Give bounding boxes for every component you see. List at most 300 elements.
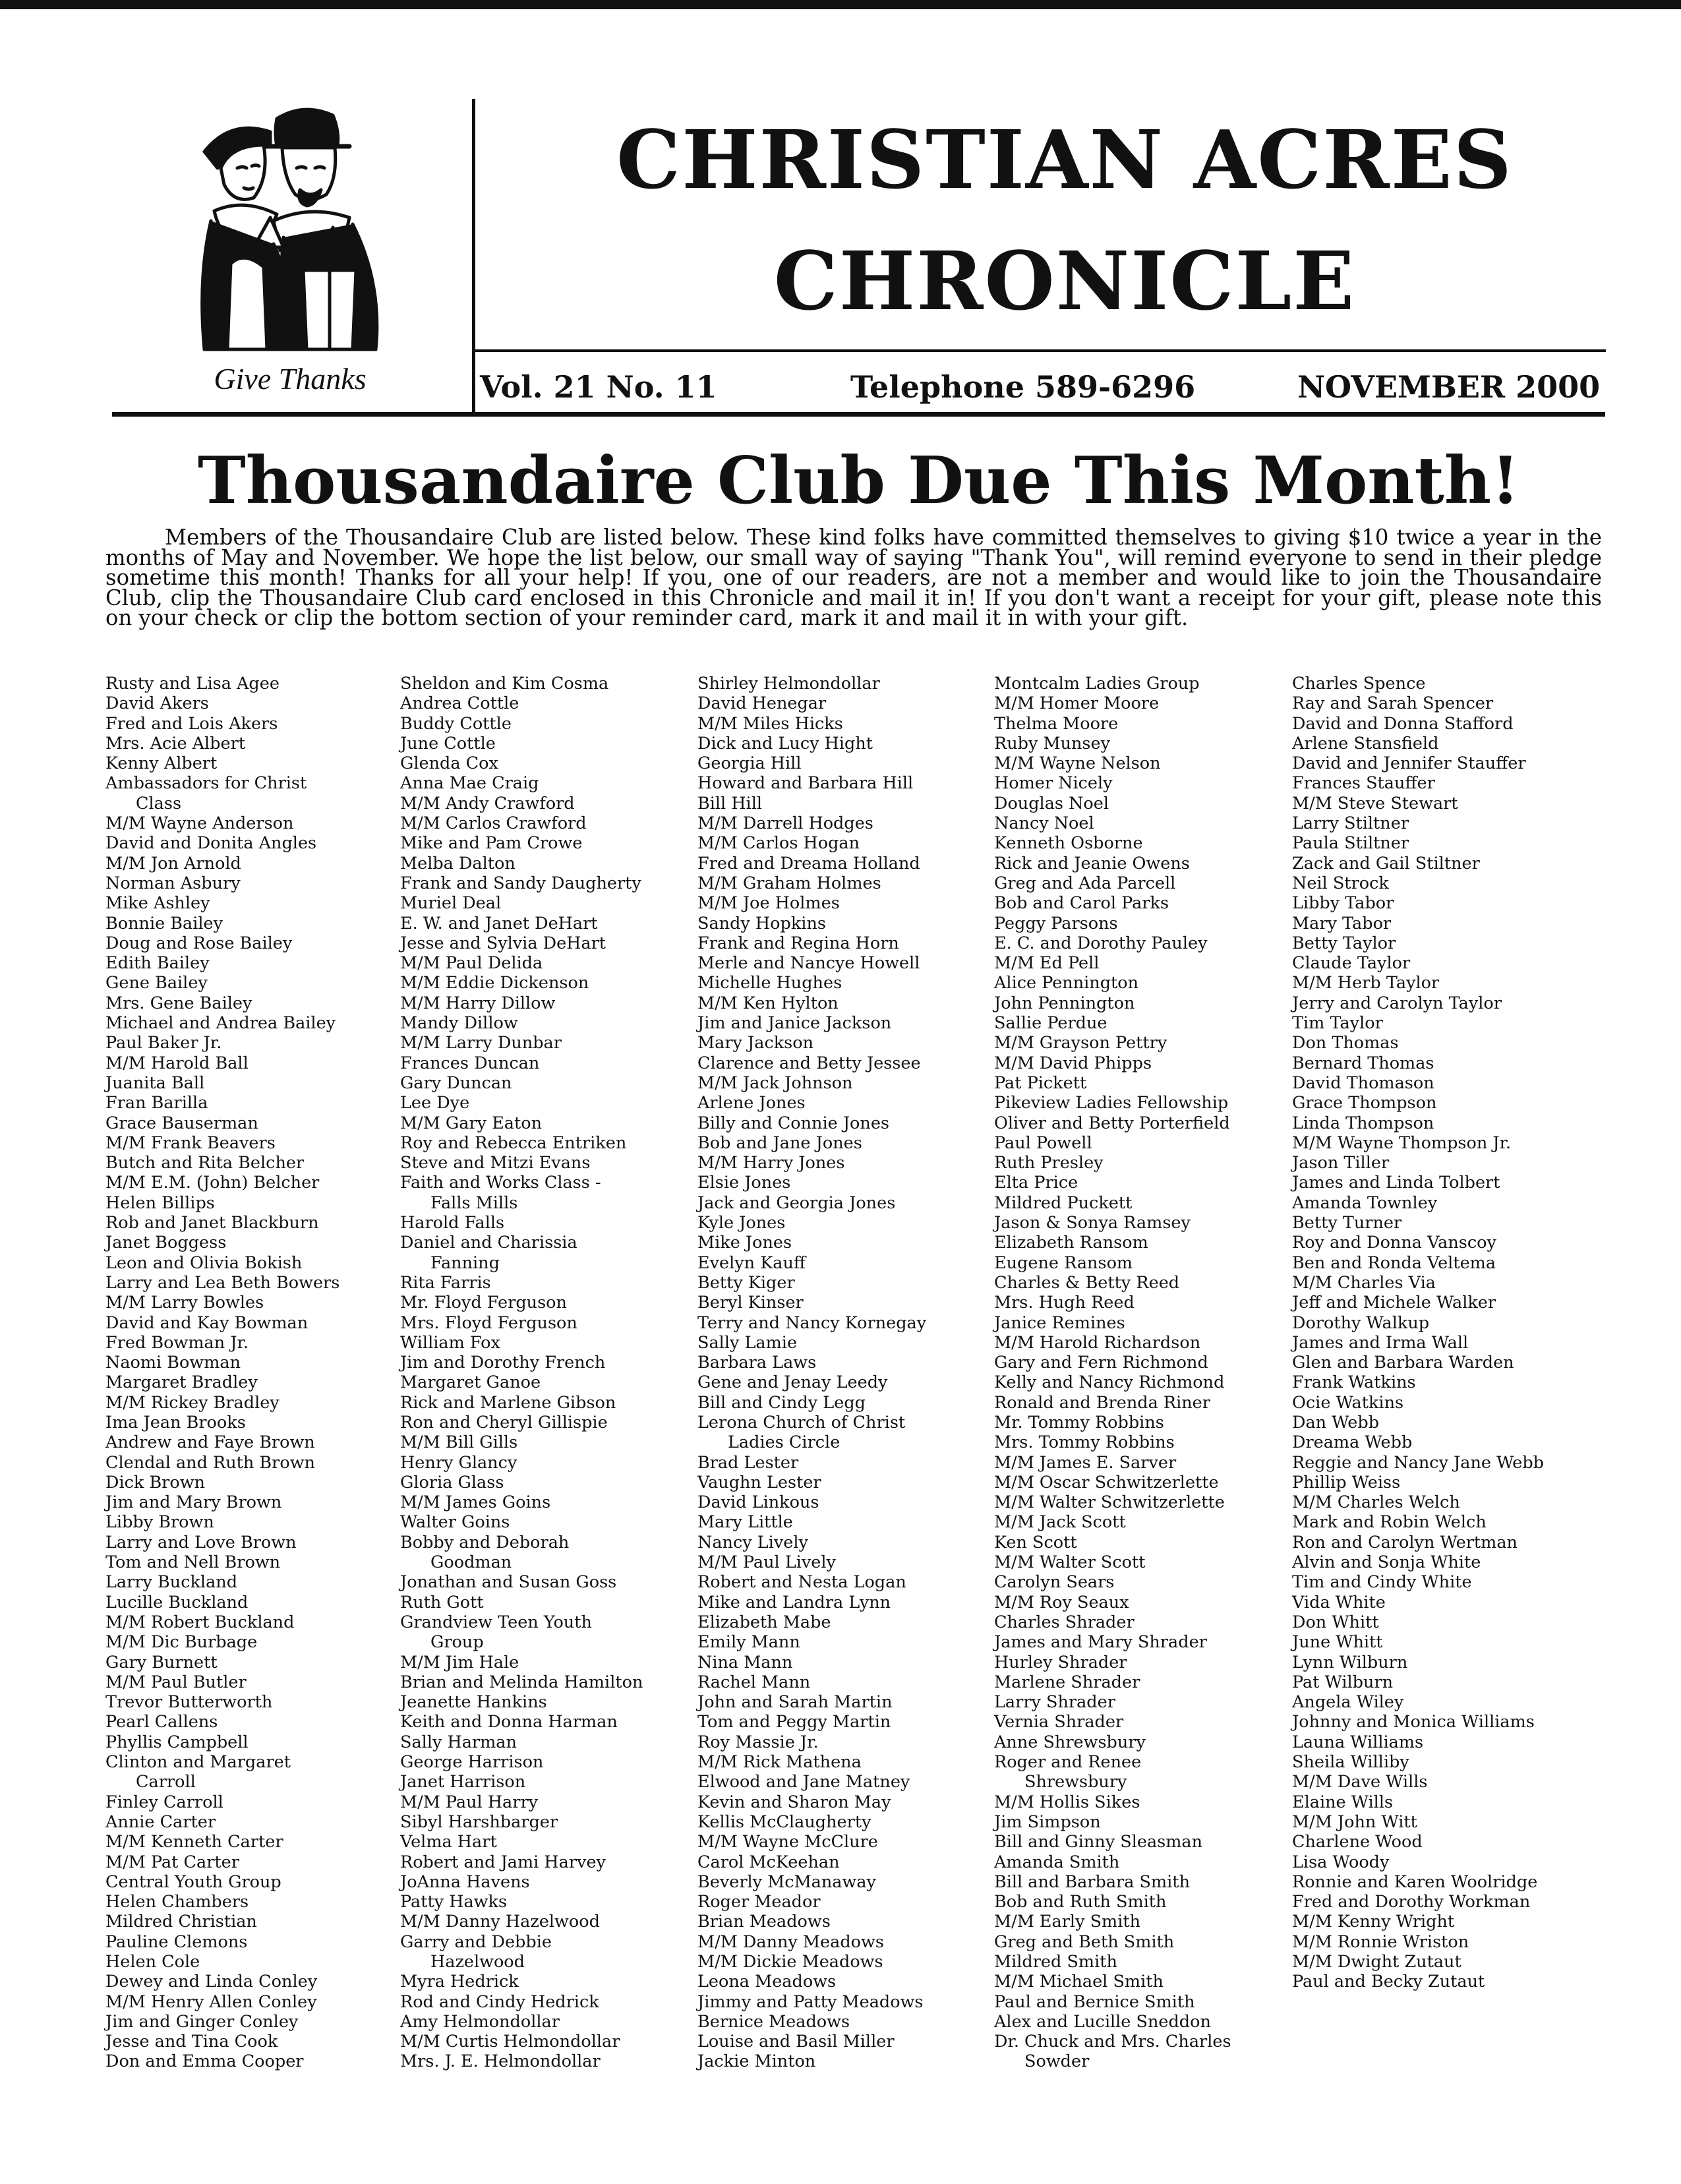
member-name: Clarence and Betty Jessee [697, 1053, 921, 1073]
member-name: E. C. and Dorothy Pauley [994, 933, 1208, 953]
member-name: Sheldon and Kim Cosma [400, 674, 609, 694]
member-name: Doug and Rose Bailey [105, 933, 293, 953]
member-name: Reggie and Nancy Jane Webb [1292, 1452, 1544, 1473]
member-name: M/M Dave Wills [1292, 1772, 1428, 1792]
member-name: James and Mary Shrader [994, 1632, 1207, 1653]
article-headline: Thousandaire Club Due This Month! [197, 443, 1520, 519]
member-name: Walter Goins [400, 1512, 510, 1533]
member-name: Peggy Parsons [994, 913, 1118, 933]
member-name: E. W. and Janet DeHart [400, 913, 598, 933]
member-name: Paula Stiltner [1292, 833, 1409, 854]
member-name: Ocie Watkins [1292, 1392, 1404, 1413]
member-name: Tom and Peggy Martin [697, 1712, 891, 1732]
member-name: Mildred Puckett [994, 1193, 1133, 1213]
member-name: Mike Jones [697, 1233, 792, 1253]
member-name: Montcalm Ladies Group [994, 674, 1200, 694]
member-name: Pikeview Ladies Fellowship [994, 1093, 1229, 1113]
member-name: Sibyl Harshbarger [400, 1812, 558, 1832]
member-name: Rick and Jeanie Owens [994, 853, 1190, 873]
member-name: Betty Kiger [697, 1272, 795, 1293]
member-name: Robert and Jami Harvey [400, 1852, 606, 1872]
member-name: Michael and Andrea Bailey [105, 1013, 336, 1034]
member-name: Bill and Ginny Sleasman [994, 1832, 1203, 1852]
member-name: Ray and Sarah Spencer [1292, 694, 1494, 714]
member-name: Paul and Becky Zutaut [1292, 1972, 1485, 1992]
member-name: M/M Larry Dunbar [400, 1033, 562, 1053]
member-name: M/M Early Smith [994, 1912, 1141, 1932]
member-name: Evelyn Kauff [697, 1253, 806, 1273]
member-name: Frances Stauffer [1292, 773, 1435, 794]
member-name: Alvin and Sonja White [1292, 1552, 1481, 1573]
member-name: Janet Harrison [400, 1772, 526, 1792]
member-name: Libby Tabor [1292, 893, 1394, 914]
member-name: M/M Ed Pell [994, 953, 1100, 974]
member-name: John and Sarah Martin [697, 1692, 893, 1713]
member-name: Patty Hawks [400, 1892, 508, 1912]
member-name: Bill and Barbara Smith [994, 1872, 1190, 1892]
member-name: Frank and Regina Horn [697, 933, 899, 953]
member-name: Group [430, 1632, 484, 1653]
member-name: David and Kay Bowman [105, 1313, 309, 1333]
member-name: Jack and Georgia Jones [697, 1193, 896, 1213]
member-name: M/M Darrell Hodges [697, 813, 873, 834]
member-name: David and Donita Angles [105, 833, 317, 854]
member-name: Emily Mann [697, 1632, 800, 1653]
member-name: Glenda Cox [400, 753, 498, 774]
member-name: Rita Farris [400, 1272, 491, 1293]
member-name: Jesse and Tina Cook [105, 2032, 278, 2052]
member-name: Elizabeth Ransom [994, 1233, 1148, 1253]
member-name: Pat Pickett [994, 1073, 1087, 1093]
member-name: Jimmy and Patty Meadows [697, 1992, 924, 2012]
member-name: Garry and Debbie [400, 1932, 552, 1952]
member-name: Phillip Weiss [1292, 1472, 1401, 1492]
member-column-4 [994, 674, 1231, 2072]
member-name: Sallie Perdue [994, 1013, 1107, 1034]
member-name: Anne Shrewsbury [994, 1732, 1146, 1752]
member-name: M/M Harry Jones [697, 1153, 845, 1173]
member-name: Robert and Nesta Logan [697, 1572, 906, 1593]
member-name: Ruby Munsey [994, 733, 1110, 753]
member-name: Lee Dye [400, 1093, 470, 1113]
member-name: Kenneth Osborne [994, 833, 1143, 854]
member-name: Ronnie and Karen Woolridge [1292, 1872, 1538, 1892]
member-name: Marlene Shrader [994, 1672, 1140, 1692]
member-name: Don Thomas [1292, 1033, 1399, 1053]
member-name: Fred and Dreama Holland [697, 853, 920, 873]
member-name: Carroll [136, 1772, 196, 1792]
member-name: M/M Grayson Pettry [994, 1033, 1167, 1053]
member-name: Mrs. Tommy Robbins [994, 1432, 1175, 1453]
member-name: Jesse and Sylvia DeHart [400, 933, 606, 953]
member-name: M/M Carlos Crawford [400, 813, 587, 834]
member-name: M/M Andy Crawford [400, 793, 575, 813]
member-name: Nancy Noel [994, 813, 1094, 834]
member-name: M/M Curtis Helmondollar [400, 2032, 620, 2052]
member-name: M/M Danny Meadows [697, 1932, 884, 1952]
member-name: M/M Henry Allen Conley [105, 1992, 317, 2012]
member-name: Bernard Thomas [1292, 1053, 1434, 1073]
member-name: Dreama Webb [1292, 1432, 1413, 1453]
member-name: M/M Michael Smith [994, 1972, 1164, 1992]
member-name: Falls Mills [430, 1193, 518, 1213]
member-name: Bernice Meadows [697, 2011, 850, 2032]
member-name: Michelle Hughes [697, 973, 842, 993]
member-name: Grandview Teen Youth [400, 1612, 592, 1632]
member-name: Rod and Cindy Hedrick [400, 1992, 599, 2012]
member-name: M/M Dickie Meadows [697, 1952, 883, 1972]
member-name: Sally Harman [400, 1732, 517, 1752]
member-name: M/M Joe Holmes [697, 893, 840, 914]
member-name: M/M Danny Hazelwood [400, 1912, 600, 1932]
member-name: Mrs. J. E. Helmondollar [400, 2051, 601, 2072]
member-name: Neil Strock [1292, 873, 1389, 893]
member-name: Mary Tabor [1292, 913, 1392, 933]
member-name: Jim and Ginger Conley [105, 2011, 299, 2032]
issue-date: NOVEMBER 2000 [1297, 369, 1601, 405]
member-name: Margaret Ganoe [400, 1372, 541, 1393]
member-name: Ruth Gott [400, 1592, 484, 1612]
member-name: Phyllis Campbell [105, 1732, 249, 1752]
member-name: Linda Thompson [1292, 1113, 1434, 1133]
member-name: Betty Taylor [1292, 933, 1396, 953]
member-name: Margaret Bradley [105, 1372, 258, 1393]
member-name: Charles Spence [1292, 674, 1426, 694]
member-name: Anna Mae Craig [400, 773, 539, 794]
member-name: M/M Eddie Dickenson [400, 973, 589, 993]
member-name: Leon and Olivia Bokish [105, 1253, 303, 1273]
member-column-1 [105, 674, 339, 2072]
member-name: James and Linda Tolbert [1292, 1173, 1500, 1193]
member-name: Jeff and Michele Walker [1292, 1293, 1496, 1313]
member-name: M/M Jack Johnson [697, 1073, 853, 1093]
member-name: Central Youth Group [105, 1872, 281, 1892]
member-name: Howard and Barbara Hill [697, 773, 914, 794]
member-name: Jason & Sonya Ramsey [994, 1213, 1191, 1233]
member-column-3 [697, 674, 926, 2072]
member-name: Greg and Ada Parcell [994, 873, 1176, 893]
member-name: Glen and Barbara Warden [1292, 1353, 1514, 1373]
member-name: Mildred Smith [994, 1952, 1117, 1972]
member-name: Frank Watkins [1292, 1372, 1416, 1393]
member-name: Rusty and Lisa Agee [105, 674, 280, 694]
masthead-vertical-rule [472, 99, 475, 415]
member-name: Arlene Stansfield [1292, 733, 1439, 753]
member-name: Larry Stiltner [1292, 813, 1409, 834]
member-name: Jim Simpson [994, 1812, 1101, 1832]
member-name: Vernia Shrader [994, 1712, 1124, 1732]
member-name: David Thomason [1292, 1073, 1434, 1093]
member-name: Fanning [430, 1253, 500, 1273]
member-name: Kellis McClaugherty [697, 1812, 871, 1832]
member-name: M/M Charles Via [1292, 1272, 1436, 1293]
member-name: Muriel Deal [400, 893, 502, 914]
member-name: Sally Lamie [697, 1332, 798, 1353]
member-name: Finley Carroll [105, 1792, 223, 1812]
member-name: M/M Graham Holmes [697, 873, 881, 893]
member-name: Steve and Mitzi Evans [400, 1153, 591, 1173]
member-name: M/M Walter Schwitzerlette [994, 1492, 1225, 1513]
member-name: Edith Bailey [105, 953, 210, 974]
member-name: Helen Cole [105, 1952, 200, 1972]
member-name: Larry and Lea Beth Bowers [105, 1272, 340, 1293]
member-name: Fran Barilla [105, 1093, 208, 1113]
member-name: Bob and Carol Parks [994, 893, 1169, 914]
member-name: Dorothy Walkup [1292, 1313, 1430, 1333]
member-name: M/M Pat Carter [105, 1852, 239, 1872]
member-name: M/M Robert Buckland [105, 1612, 295, 1632]
member-name: Mary Jackson [697, 1033, 814, 1053]
member-name: Helen Chambers [105, 1892, 249, 1912]
member-name: M/M David Phipps [994, 1053, 1152, 1073]
pilgrim-couple-illustration [191, 105, 382, 356]
member-name: Myra Hedrick [400, 1972, 519, 1992]
member-name: Andrea Cottle [400, 694, 519, 714]
member-name: Elizabeth Mabe [697, 1612, 831, 1632]
member-name: Jim and Janice Jackson [697, 1013, 892, 1034]
member-name: M/M Paul Delida [400, 953, 543, 974]
member-name: M/M Gary Eaton [400, 1113, 543, 1133]
member-name: Gene Bailey [105, 973, 208, 993]
member-name: Jason Tiller [1292, 1153, 1390, 1173]
member-name: M/M Dic Burbage [105, 1632, 258, 1653]
member-name: Mike and Landra Lynn [697, 1592, 891, 1612]
member-name: Carol McKeehan [697, 1852, 840, 1872]
member-name: Fred Bowman Jr. [105, 1332, 249, 1353]
member-name: Brian Meadows [697, 1912, 831, 1932]
member-name: Juanita Ball [105, 1073, 205, 1093]
member-name: Douglas Noel [994, 793, 1109, 813]
member-name: Shrewsbury [1024, 1772, 1127, 1792]
member-name: Thelma Moore [994, 713, 1119, 734]
member-name: Mike and Pam Crowe [400, 833, 583, 854]
member-name: Charles Shrader [994, 1612, 1135, 1632]
member-name: M/M James Goins [400, 1492, 551, 1513]
member-name: Ambassadors for Christ [105, 773, 307, 794]
member-name: June Cottle [400, 733, 496, 753]
member-name: M/M Miles Hicks [697, 713, 843, 734]
member-name: M/M Paul Lively [697, 1552, 836, 1573]
member-name: Charles & Betty Reed [994, 1272, 1180, 1293]
member-name: Dick Brown [105, 1472, 205, 1492]
member-name: June Whitt [1292, 1632, 1383, 1653]
member-name: Pauline Clemons [105, 1932, 248, 1952]
member-name: Lerona Church of Christ [697, 1412, 906, 1432]
intro-paragraph: Members of the Thousandaire Club are listed below. These kind folks have committed themselves to giving $10 twice a year in the months of May and November. We hope the list below, our small way of saying "Thank You", will remind everyone to send in their pledge sometime this month! Thanks for all your help! If you, one of our readers, are not a member and would like to join the Thousandaire Club, clip the Thousandaire Club card enclosed in this Chronicle and mail it in! If you don't want a receipt for your gift, please note this on your check or clip the bottom section of your reminder card, mark it and mail it in with your gift. [105, 525, 1602, 630]
member-name: Mildred Christian [105, 1912, 257, 1932]
newsletter-title [481, 99, 1648, 341]
member-name: Bill and Cindy Legg [697, 1392, 866, 1413]
member-name: Frank and Sandy Daugherty [400, 873, 641, 893]
member-name: David and Donna Stafford [1292, 713, 1514, 734]
member-name: Amy Helmondollar [400, 2011, 560, 2032]
member-name: Alex and Lucille Sneddon [994, 2011, 1211, 2032]
member-name: Dick and Lucy Hight [697, 733, 873, 753]
member-name: M/M Wayne Anderson [105, 813, 294, 834]
member-name: M/M Hollis Sikes [994, 1792, 1140, 1812]
member-name: Elsie Jones [697, 1173, 791, 1193]
member-name: Fred and Lois Akers [105, 713, 278, 734]
member-name: Naomi Bowman [105, 1353, 241, 1373]
member-name: Betty Turner [1292, 1213, 1402, 1233]
member-name: Paul and Bernice Smith [994, 1992, 1195, 2012]
member-name: M/M Wayne McClure [697, 1832, 878, 1852]
member-name: Nancy Lively [697, 1532, 808, 1552]
member-name: Elwood and Jane Matney [697, 1772, 910, 1792]
member-name: M/M E.M. (John) Belcher [105, 1173, 320, 1193]
member-name: Jim and Mary Brown [105, 1492, 282, 1513]
top-border [0, 0, 1681, 9]
member-name: M/M Oscar Schwitzerlette [994, 1472, 1219, 1492]
title-line-1: CHRISTIAN ACRES [616, 112, 1513, 207]
member-name: Gary and Fern Richmond [994, 1353, 1208, 1373]
member-name: Helen Billips [105, 1193, 215, 1213]
member-name: Grace Bauserman [105, 1113, 258, 1133]
member-name: Gene and Jenay Leedy [697, 1372, 888, 1393]
title-line-2: CHRONICLE [773, 233, 1356, 328]
member-name: Andrew and Faye Brown [105, 1432, 315, 1453]
member-name: M/M Ken Hylton [697, 993, 839, 1013]
article-intro [105, 527, 1602, 628]
member-name: Libby Brown [105, 1512, 214, 1533]
member-name: Ron and Cheryl Gillispie [400, 1412, 608, 1432]
member-name: Kevin and Sharon May [697, 1792, 891, 1812]
member-name: Zack and Gail Stiltner [1292, 853, 1480, 873]
member-name: Daniel and Charissia [400, 1233, 577, 1253]
member-name: Merle and Nancye Howell [697, 953, 920, 974]
member-name: Georgia Hill [697, 753, 802, 774]
member-name: Homer Nicely [994, 773, 1113, 794]
member-name: Tom and Nell Brown [105, 1552, 281, 1573]
member-name: M/M Larry Bowles [105, 1293, 264, 1313]
member-name: Grace Thompson [1292, 1093, 1437, 1113]
member-name: Brian and Melinda Hamilton [400, 1672, 643, 1692]
member-name: Bob and Jane Jones [697, 1133, 862, 1153]
member-name: Arlene Jones [697, 1093, 806, 1113]
member-name: Velma Hart [400, 1832, 497, 1852]
member-name: Lisa Woody [1292, 1852, 1390, 1872]
member-name: M/M Carlos Hogan [697, 833, 860, 854]
member-name: M/M Frank Beavers [105, 1133, 276, 1153]
member-name: JoAnna Havens [400, 1872, 530, 1892]
member-name: Amanda Smith [994, 1852, 1120, 1872]
member-name: Charlene Wood [1292, 1832, 1423, 1852]
member-name: Sheila Williby [1292, 1752, 1409, 1773]
member-name: Bobby and Deborah [400, 1532, 570, 1552]
member-name: Eugene Ransom [994, 1253, 1133, 1273]
member-name: George Harrison [400, 1752, 544, 1773]
member-name: M/M Harold Ball [105, 1053, 249, 1073]
member-name: Bonnie Bailey [105, 913, 223, 933]
member-name: M/M Ronnie Wriston [1292, 1932, 1469, 1952]
member-name: Norman Asbury [105, 873, 241, 893]
member-name: Kelly and Nancy Richmond [994, 1372, 1225, 1393]
member-name: James and Irma Wall [1292, 1332, 1469, 1353]
member-name: Billy and Connie Jones [697, 1113, 890, 1133]
member-name: Rob and Janet Blackburn [105, 1213, 319, 1233]
member-name: Ima Jean Brooks [105, 1412, 246, 1432]
member-name: Mark and Robin Welch [1292, 1512, 1487, 1533]
member-name: Frances Duncan [400, 1053, 540, 1073]
member-name: Hazelwood [430, 1952, 525, 1972]
member-name: Bob and Ruth Smith [994, 1892, 1167, 1912]
member-name: M/M Wayne Thompson Jr. [1292, 1133, 1512, 1153]
member-name: Jeanette Hankins [400, 1692, 547, 1713]
member-name: M/M Homer Moore [994, 694, 1160, 714]
member-name: Lucille Buckland [105, 1592, 249, 1612]
member-name: Roger Meador [697, 1892, 821, 1912]
member-name: Leona Meadows [697, 1972, 837, 1992]
member-name: Mrs. Gene Bailey [105, 993, 252, 1013]
member-name: Elta Price [994, 1173, 1078, 1193]
member-name: Mandy Dillow [400, 1013, 518, 1034]
member-name: M/M Charles Welch [1292, 1492, 1460, 1513]
member-name: Ronald and Brenda Riner [994, 1392, 1210, 1413]
member-name: Roy and Donna Vanscoy [1292, 1233, 1496, 1253]
member-name: Annie Carter [105, 1812, 216, 1832]
member-name: Pearl Callens [105, 1712, 218, 1732]
telephone-number: Telephone 589-6296 [850, 369, 1196, 405]
member-name: M/M Kenneth Carter [105, 1832, 283, 1852]
member-name: Beverly McManaway [697, 1872, 876, 1892]
member-name: Terry and Nancy Kornegay [697, 1313, 927, 1333]
member-name: M/M Harry Dillow [400, 993, 556, 1013]
member-name: Amanda Townley [1292, 1193, 1438, 1213]
member-name: M/M John Witt [1292, 1812, 1417, 1832]
volume-number: Vol. 21 No. 11 [480, 369, 717, 405]
member-name: Pat Wilburn [1292, 1672, 1393, 1692]
member-name: Tim Taylor [1292, 1013, 1383, 1034]
member-name: Larry and Love Brown [105, 1532, 297, 1552]
member-name: Carolyn Sears [994, 1572, 1115, 1593]
member-name: M/M Bill Gills [400, 1432, 518, 1453]
member-name: Mrs. Hugh Reed [994, 1293, 1135, 1313]
member-name: Dan Webb [1292, 1412, 1380, 1432]
member-name: Jerry and Carolyn Taylor [1292, 993, 1502, 1013]
member-name: Claude Taylor [1292, 953, 1411, 974]
member-name: Paul Powell [994, 1133, 1092, 1153]
member-name: Gary Duncan [400, 1073, 512, 1093]
member-name: Larry Shrader [994, 1692, 1115, 1713]
member-name: Johnny and Monica Williams [1292, 1712, 1535, 1732]
member-name: Gary Burnett [105, 1652, 218, 1672]
member-name: Louise and Basil Miller [697, 2032, 895, 2052]
member-name: M/M Roy Seaux [994, 1592, 1129, 1612]
member-name: Melba Dalton [400, 853, 516, 873]
member-name: William Fox [400, 1332, 500, 1353]
member-name: Janet Boggess [105, 1233, 227, 1253]
member-name: David Akers [105, 694, 209, 714]
member-name: Launa Williams [1292, 1732, 1424, 1752]
member-name: Hurley Shrader [994, 1652, 1127, 1672]
member-name: Janice Remines [994, 1313, 1125, 1333]
member-name: Alice Pennington [994, 973, 1139, 993]
member-name: Tim and Cindy White [1292, 1572, 1472, 1593]
member-name: Class [136, 793, 182, 813]
member-name: Butch and Rita Belcher [105, 1153, 305, 1173]
member-name: Vaughn Lester [697, 1472, 821, 1492]
member-name: Mrs. Acie Albert [105, 733, 246, 753]
member-name: M/M Wayne Nelson [994, 753, 1161, 774]
masthead-rule [472, 349, 1606, 352]
masthead-bottom-rule [112, 412, 1605, 417]
member-name: Jackie Minton [697, 2051, 816, 2072]
member-name: Paul Baker Jr. [105, 1033, 222, 1053]
member-name: Roger and Renee [994, 1752, 1142, 1773]
member-name: Kenny Albert [105, 753, 218, 774]
member-name: Mrs. Floyd Ferguson [400, 1313, 577, 1333]
member-name: Goodman [430, 1552, 512, 1573]
